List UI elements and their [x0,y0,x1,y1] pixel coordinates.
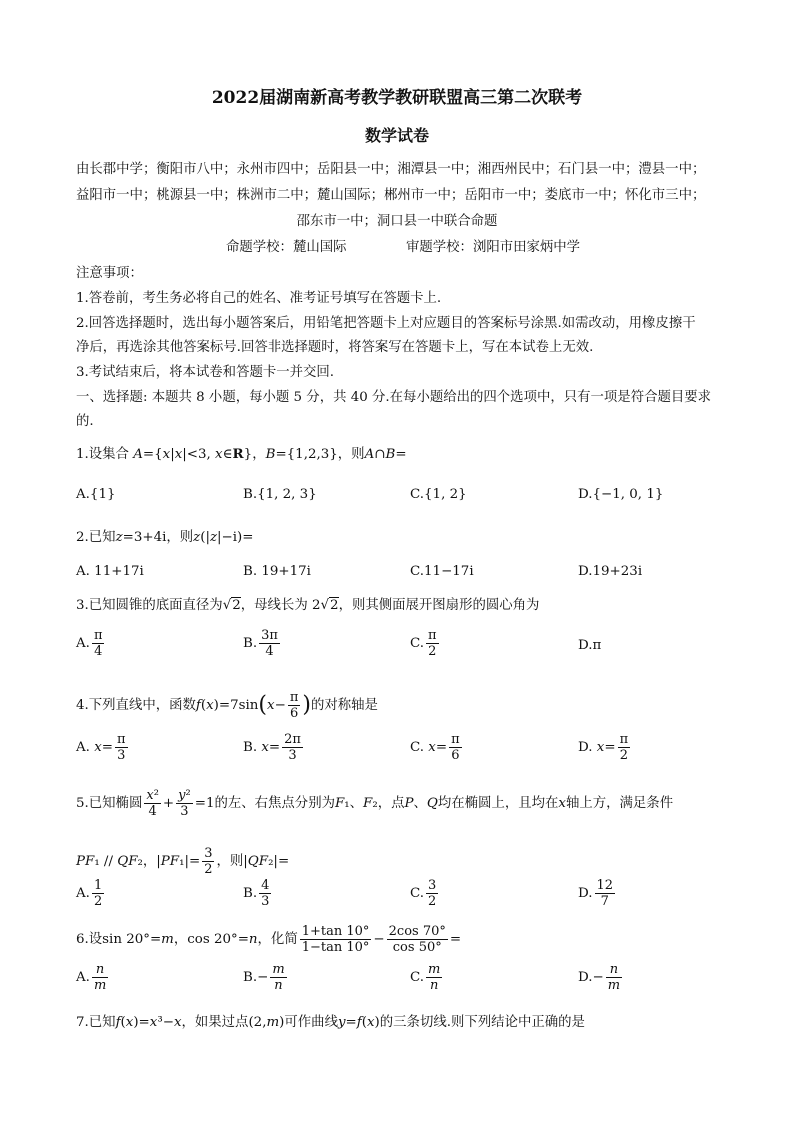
question-2: 2.已知z=3+4i，则z(|z|−i)= [76,530,254,545]
exam-subtitle: 数学试卷 [364,126,429,145]
q5-option-d: D. $\frac{12}{7}$ [578,878,614,909]
q1-option-a: A.{1} [76,487,116,502]
q4-option-a: A. x= $\frac{\pi}{3}$ [76,732,126,763]
note-2a: 2.回答选择题时，选出每小题答案后，用铅笔把答题卡上对应题目的答案标号涂黑.如需改动，用橡皮擦干 [76,316,696,331]
note-1: 1.答卷前，考生务必将自己的姓名、准考证号填写在答题卡上. [76,291,442,306]
q5-option-a: A. $\frac{1}{2}$ [76,878,103,909]
q3-option-a: A. $\frac{\pi}{4}$ [76,628,103,659]
question-7: 7.已知f(x)=x³−x，如果过点(2,m)可作曲线y=f(x)的三条切线.则下列结论中正确的是 [76,1015,585,1030]
q3-option-d: D.π [578,638,602,653]
q5-option-c: C. $\frac{3}{2}$ [410,878,437,909]
section1-instructions-line1: 一、选择题: 本题共 8 小题，每小题 5 分，共 40 分.在每小题给出的四个选项中，只有一项是符合题目要求 [76,390,712,405]
section1-instructions-line2: 的. [76,414,94,429]
q5-option-b: B. $\frac{4}{3}$ [243,878,270,909]
q4-option-c: C. x= $\frac{\pi}{6}$ [410,732,460,763]
q1-option-c: C.{1, 2} [410,487,467,502]
question-5-line1: 5.已知椭圆 $\frac{\text{x²}}{4}$ + $\frac{\text{y²}}{3}$ =1的左、右焦点分别为F₁、F₂，点P、Q均在椭圆上，且均在x轴上方，满足条件 [76,788,674,819]
schools-line-2: 益阳市一中；桃源县一中；株洲市二中；麓山国际；郴州市一中；岳阳市一中；娄底市一中；怀化市三中； [76,188,706,203]
schools-line-3: 邵东市一中；洞口县一中联合命题 [296,214,498,229]
q6-option-a: A. $\frac{n}{m}$ [76,962,107,993]
question-5-line2: PF₁ // QF₂，|PF₁|= $\frac{3}{2}$ ，则|QF₂|= [76,846,290,877]
question-3: 3.已知圆锥的底面直径为√2，母线长为 2√2，则其侧面展开图扇形的圆心角为 [76,598,540,613]
schools-line-1: 由长郡中学；衡阳市八中；永州市四中；岳阳县一中；湘潭县一中；湘西州民中；石门县一中；澧县一中； [76,162,706,177]
q4-option-b: B. x= $\frac{2\pi}{3}$ [243,732,301,763]
proposer-school: 命题学校：麓山国际 [226,240,347,255]
question-4: 4.下列直线中，函数f(x)=7sin(x− $\frac{\pi}{6}$ )的对称轴是 [76,690,378,721]
q6-option-c: C. $\frac{m}{n}$ [410,962,441,993]
q2-option-d: D.19+23i [578,564,643,579]
q4-option-d: D. x= $\frac{\pi}{2}$ [578,732,629,763]
q3-option-c: C. $\frac{\pi}{2}$ [410,628,437,659]
q3-option-b: B. $\frac{3\pi}{4}$ [243,628,278,659]
q1-option-d: D.{−1, 0, 1} [578,487,664,502]
question-1: 1.设集合 A={x|x|<3, x∈R}，B={1,2,3}，则A∩B= [76,446,407,462]
note-3: 3.考试结束后，将本试卷和答题卡一并交回. [76,365,335,380]
question-6: 6.设sin 20°=m，cos 20°=n，化简 $\frac{1+\tan 10^\circ}{1-\tan 10^\circ}$ − $\frac{2\cos 70^\circ}{\cos 50^\circ}$ = [76,924,462,955]
q2-option-b: B. 19+17i [243,564,311,579]
exam-title: 2022届湖南新高考教学教研联盟高三第二次联考 [211,88,583,108]
q2-option-a: A. 11+17i [76,564,144,579]
notes-heading: 注意事项： [76,266,143,281]
q2-option-c: C.11−17i [410,564,474,579]
q1-option-b: B.{1, 2, 3} [243,487,317,502]
reviewer-school: 审题学校：浏阳市田家炳中学 [406,240,581,255]
note-2b: 净后，再选涂其他答案标号.回答非选择题时，将答案写在答题卡上，写在本试卷上无效. [76,340,594,355]
q6-option-b: B.− $\frac{m}{n}$ [243,962,285,993]
q6-option-d: D.− $\frac{n}{m}$ [578,962,621,993]
